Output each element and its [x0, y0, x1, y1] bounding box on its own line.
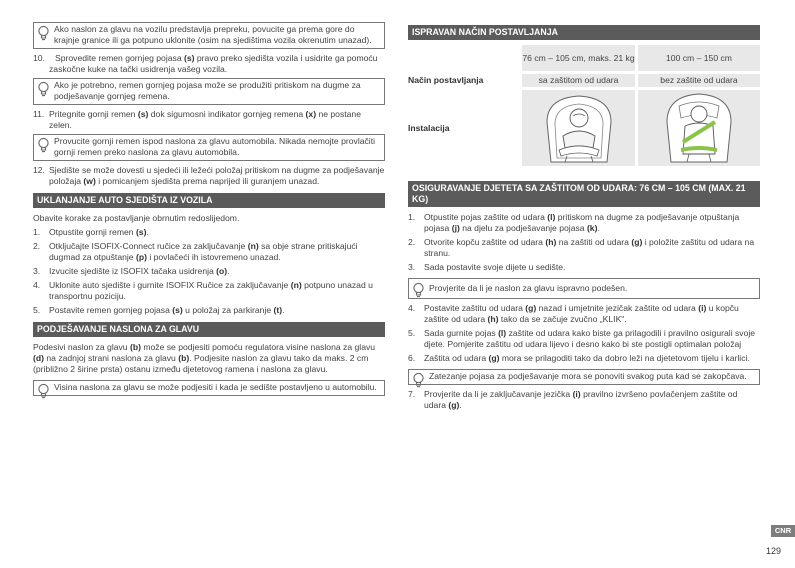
step-text: Otpustite pojas zaštite od udara: [424, 212, 548, 222]
step-text: i položite zaštitu od udara na stranu.: [424, 237, 755, 258]
step-text: .: [227, 266, 230, 276]
step-11: [33, 109, 385, 131]
part-ref: (s): [184, 53, 195, 63]
step-number: 5.: [33, 305, 41, 315]
step-text: Postavite zaštitu od udara: [424, 303, 526, 313]
step-text: potpuno unazad u transportnu poziciju.: [49, 280, 373, 301]
step-text: .: [146, 227, 149, 237]
step-12: [33, 165, 385, 187]
step-text: Uklonite auto sjedište i gurnite ISOFIX Ručice za zaključavanje: [49, 280, 291, 290]
para-text: na zadnjoj strani naslona za glavu: [43, 353, 179, 363]
lightbulb-icon: [412, 282, 425, 298]
step-text: pravilno izvršeno povlačenjem zaštite od udara: [424, 389, 738, 410]
step-text: i povlačeći ih istovremeno unazad.: [146, 252, 281, 262]
step-text: tako da se začuje zvučno „KLIK".: [498, 314, 627, 324]
table-row-label: Instalacija: [408, 122, 450, 133]
step-text: dok sigumosni indikator gornjeg remena: [148, 109, 306, 119]
step-10: [33, 53, 385, 75]
lightbulb-icon: [37, 383, 50, 399]
step-text: Sprovedite remen gornjeg pojasa: [55, 53, 184, 63]
note-box: [33, 22, 385, 49]
part-ref: (h): [545, 237, 557, 247]
part-ref: (h): [487, 314, 499, 324]
part-ref: (x): [305, 109, 317, 119]
part-ref: (i): [572, 389, 581, 399]
language-badge: CNR: [771, 525, 795, 537]
step-text: nazad i umjetnite jezičak zaštite od udara: [536, 303, 699, 313]
step-number: 11.: [33, 109, 45, 119]
step-text: Provjerite da li je zaključavanje jezička: [424, 389, 573, 399]
step-text: ne postane zelen.: [49, 109, 361, 130]
note-text: Ako naslon za glavu na vozilu predstavlja prepreku, povucite ga prema gore do krajnje granice ili ga potpuno uklonite (osim na sjedištima vozila okrenutim unazad).: [54, 24, 372, 45]
step-number: 5.: [408, 328, 416, 338]
secure-step-7: [408, 389, 760, 411]
step-text: .: [282, 305, 285, 315]
secure-step-6: [408, 353, 760, 364]
table-cell: sa zaštitom od udara: [522, 74, 635, 87]
removal-intro: Obavite korake za postavljanje obrnutim redoslijedom.: [33, 213, 240, 223]
install-illustration-with-shield: [522, 90, 635, 166]
step-text: Postavite remen gornjeg pojasa: [49, 305, 173, 315]
step-number: 1.: [33, 227, 41, 237]
part-ref: (g): [448, 400, 460, 410]
page-number: 129: [766, 546, 782, 556]
step-text: i pomicanjem sjedišta prema naprijed ili guranjem unazad.: [95, 176, 320, 186]
part-ref: (s): [172, 305, 183, 315]
step-text: u položaj za parkiranje: [182, 305, 274, 315]
step-number: 6.: [408, 353, 416, 363]
part-ref: (b): [178, 353, 190, 363]
note-box: [33, 134, 385, 161]
part-ref: (o): [216, 266, 228, 276]
part-ref: (n): [247, 241, 259, 251]
step-text: u kopču zaštite od udara: [424, 303, 739, 324]
step-number: 3.: [33, 266, 41, 276]
note-text: Visina naslona za glavu se može podjesiti i kada je sedište postavljeno u automobilu.: [54, 382, 377, 392]
step-number: 12.: [33, 165, 45, 175]
note-box: [408, 369, 760, 385]
removal-step-5: [33, 305, 385, 316]
step-number: 2.: [33, 241, 41, 251]
secure-step-3: [408, 262, 760, 273]
part-ref: (j): [451, 223, 460, 233]
step-number: 4.: [408, 303, 416, 313]
note-text: Zatezanje pojasa za podješavanje mora se ponoviti svakog puta kad se zakopčava.: [429, 371, 747, 381]
note-box: [408, 278, 760, 299]
section-header-securing: OSIGURAVANJE DJETETA SA ZAŠTITOM OD UDARA: 76 CM – 105 CM (MAX. 21 KG): [408, 181, 760, 207]
part-ref: (t): [273, 305, 283, 315]
part-ref: (b): [129, 342, 141, 352]
removal-step-4: [33, 280, 385, 302]
step-number: 1.: [408, 212, 416, 222]
step-text: Otvorite kopču zaštite od udara: [424, 237, 546, 247]
step-text: na zaštiti od udara: [556, 237, 632, 247]
car-seat-with-vehicle-belt-illustration: [657, 92, 741, 164]
step-text: .: [597, 223, 600, 233]
note-text: Provjerite da li je naslon za glavu ispravno podešen.: [429, 283, 628, 293]
step-text: Zaštita od udara: [424, 353, 489, 363]
step-text: zaštite od udara kako biste ga prilagodili i pravilno osigurali svoje djete. Pomjerite zaštitu od udara lijevo i desno kako bi ste postigli optimalan položaj: [424, 328, 756, 349]
removal-step-3: [33, 266, 385, 277]
note-box: [33, 380, 385, 396]
step-number: 10.: [33, 53, 45, 63]
car-seat-with-impact-shield-illustration: [537, 92, 621, 164]
headrest-paragraph: [33, 342, 385, 375]
part-ref: (w): [83, 176, 96, 186]
step-text: mora se prilagoditi tako da dobro leži na djetetovom tijelu i karlici.: [499, 353, 750, 363]
lightbulb-icon: [37, 25, 50, 41]
step-text: Sada gurnite pojas: [424, 328, 499, 338]
step-text: sa obje strane pritiskajući dugmad za otpuštanje: [49, 241, 358, 262]
section-header-headrest: PODJEŠAVANJE NASLONA ZA GLAVU: [33, 322, 385, 337]
secure-step-5: [408, 328, 760, 350]
part-ref: (i): [698, 303, 707, 313]
para-text: može se podjesiti pomoću regulatora visine naslona za glavu: [140, 342, 376, 352]
secure-step-4: [408, 303, 760, 325]
part-ref: (g): [525, 303, 537, 313]
step-text: Otpustite gornji remen: [49, 227, 136, 237]
removal-step-1: [33, 227, 385, 238]
part-ref: (d): [33, 353, 44, 363]
step-text: .: [459, 400, 462, 410]
part-ref: (l): [547, 212, 556, 222]
note-box: [33, 78, 385, 105]
lightbulb-icon: [37, 137, 50, 153]
step-text: Izvucite sjedište iz ISOFIX tačaka usidrenja: [49, 266, 217, 276]
lightbulb-icon: [412, 372, 425, 388]
note-text: Ako je potrebno, remen gornjeg pojasa može se produžiti pritiskom na dugme za podješavanje gornjeg remena.: [54, 80, 361, 101]
install-table: [408, 45, 760, 166]
left-column: [33, 22, 385, 400]
install-illustration-without-shield: [638, 90, 760, 166]
table-corner: [408, 45, 518, 71]
part-ref: (p): [135, 252, 147, 262]
step-text: na djelu za podješavanje pojasa: [459, 223, 587, 233]
removal-step-2: [33, 241, 385, 263]
secure-step-1: [408, 212, 760, 234]
para-text: Podesivi naslon za glavu: [33, 342, 130, 352]
step-text: pravo preko sjedišta vozila i usidrite ga pomoću zaskočne kuke na tački usidrenja vašeg vozila.: [49, 53, 378, 74]
step-number: 4.: [33, 280, 41, 290]
step-text: Otključajte ISOFIX-Connect ručice za zaključavanje: [49, 241, 248, 251]
step-number: 2.: [408, 237, 416, 247]
right-column: [408, 22, 760, 414]
table-col-header: 76 cm – 105 cm, maks. 21 kg: [522, 45, 635, 71]
step-text: pritiskom na dugme za podješavanje otpuštanja pojasa: [424, 212, 740, 233]
lightbulb-icon: [37, 81, 50, 97]
note-text: Provucite gornji remen ispod naslona za glavu automobila. Nikada nemojte provlačiti gornji remen preko naslona za glavu automobila.: [54, 136, 376, 157]
part-ref: (k): [586, 223, 598, 233]
step-text: Sada postavite svoje dijete u sedište.: [424, 262, 566, 272]
table-row-label: Način postavljanja: [408, 75, 484, 85]
step-text: Pritegnite gornji remen: [49, 109, 138, 119]
part-ref: (s): [137, 109, 149, 119]
part-ref: (g): [631, 237, 643, 247]
step-number: 3.: [408, 262, 416, 272]
secure-step-2: [408, 237, 760, 259]
part-ref: (s): [135, 227, 147, 237]
para-text: . Podjesite naslon za glavu tako da maks. 2 cm (približno 2 širine prsta) ostanu između djetetovog ramena i naslona za glavu.: [33, 353, 369, 374]
part-ref: (n): [290, 280, 302, 290]
table-col-header: 100 cm – 150 cm: [638, 45, 760, 71]
step-text: Sjedište se može dovesti u sjedeći ili ležeći položaj pritiskom na dugme za podješavanje položaja: [49, 165, 385, 186]
section-header-install: ISPRAVAN NAČIN POSTAVLJANJA: [408, 25, 760, 40]
table-cell: bez zaštite od udara: [638, 74, 760, 87]
part-ref: (g): [488, 353, 500, 363]
part-ref: (l): [498, 328, 507, 338]
step-number: 7.: [408, 389, 416, 399]
section-header-removal: UKLANJANJE AUTO SJEDIŠTA IZ VOZILA: [33, 193, 385, 208]
